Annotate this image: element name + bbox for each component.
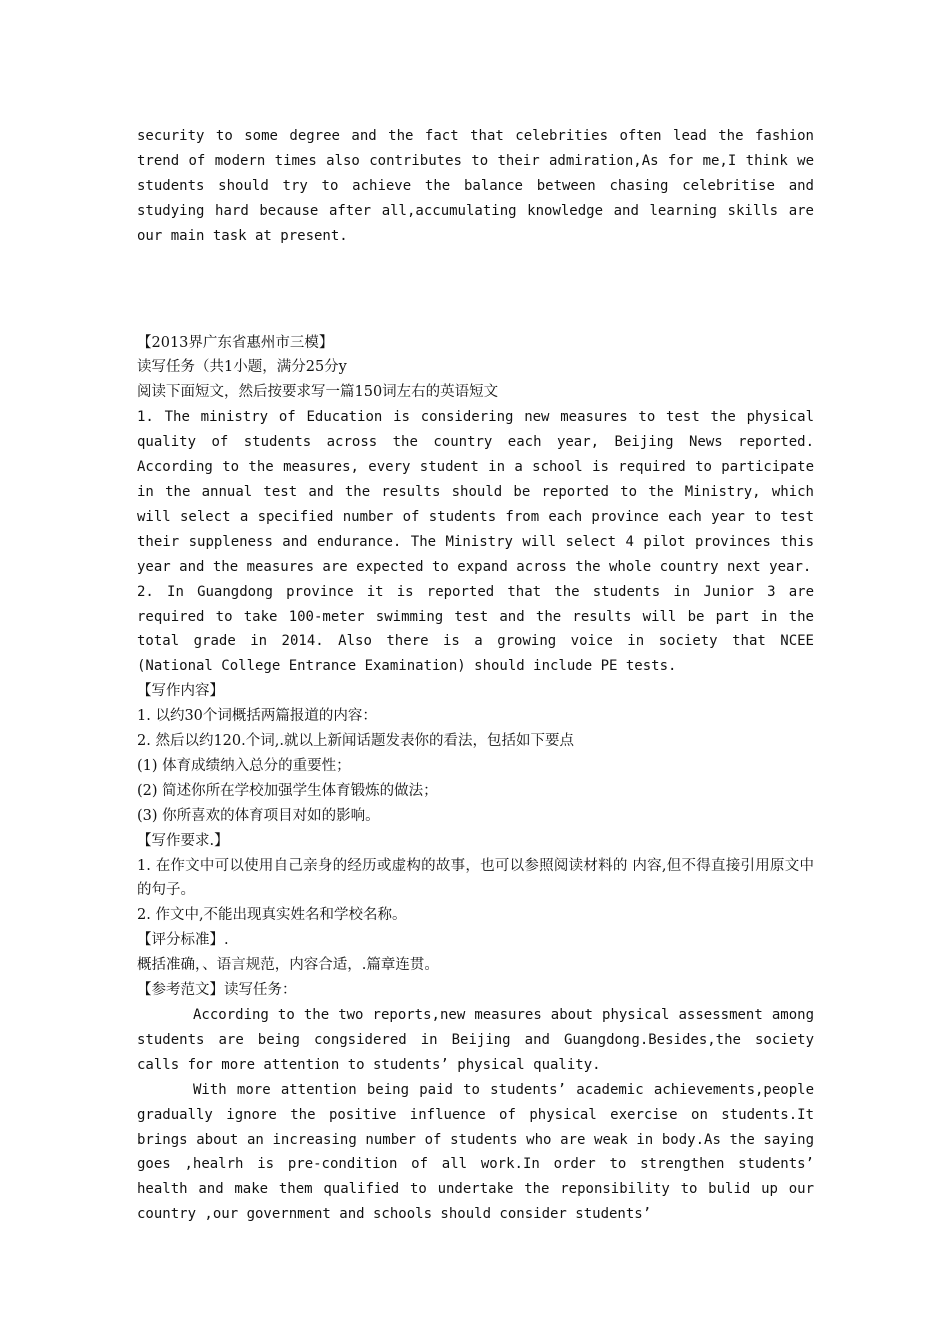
requirements-heading: 【写作要求.】 — [137, 832, 229, 849]
requirement-item: 1. 在作文中可以使用自己亲身的经历或虚构的故事，也可以参照阅读材料的 内容,但不得直接引用原文中的句子。 — [137, 857, 814, 899]
content-item: (3) 你所喜欢的体育项目对如的影响。 — [137, 807, 380, 824]
writing-content-heading: 【写作内容】 — [137, 683, 224, 700]
requirement-item: 2. 作文中,不能出现真实姓名和学校名称。 — [137, 907, 407, 924]
content-item: (1) 体育成绩纳入总分的重要性； — [137, 757, 351, 774]
sample-heading: 【参考范文】读写任务： — [137, 982, 297, 999]
passage-2: 2. In Guangdong province it is reported that the students in Junior 3 are required to take 100-meter swimming test and the results will be part in the total grade in 2014. Also there is a growing voice in society that NCEE (National College Entrance Examination) should include PE tests. — [137, 583, 814, 675]
document-page — [137, 124, 814, 1227]
sample-paragraph-1: According to the two reports,new measures about physical assessment among students are being congsidered in Beijing and Guangdong.Besides,the society calls for more attention to students’ physical quality. — [137, 1007, 814, 1073]
section-heading: 【2013界广东省惠州市三模】 — [137, 334, 334, 351]
passage-1: 1. The ministry of Education is considering new measures to test the physical quality of students across the country each year, Beijing News reported. According to the measures, every student in a school is required to participate in the annual test and the results should be reported to the Ministry, which will select a specified number of students from each province each year to test their suppleness and endurance. The Ministry will select 4 pilot provinces this year and the measures are expected to expand across the whole country next year. — [137, 409, 814, 575]
section-spacer — [137, 249, 814, 331]
content-item: 2. 然后以约120.个词,.就以上新闻话题发表你的看法，包括如下要点 — [137, 733, 574, 750]
intro-paragraph: security to some degree and the fact that celebrities often lead the fashion trend of modern times also contributes to their admiration,As for me,I think we students should try to achieve the balance between chasing celebritise and studying hard because after all,accumulating knowledge and learning skills are our main task at present. — [137, 128, 814, 244]
sample-paragraph-2: With more attention being paid to students’ academic achievements,people gradually ignore the positive influence of physical exercise on students.It brings about an increasing number of students who are weak in body.As the saying goes ,healrh is pre-condition of all work.In order to strengthen students’ health and make them qualified to undertake the reponsibility to bulid up our country ,our government and schools should consider students’ — [137, 1081, 814, 1223]
scoring-text: 概括准确，、语言规范，内容合适，.篇章连贯。 — [137, 957, 439, 974]
content-item: (2) 简述你所在学校加强学生体育锻炼的做法； — [137, 782, 438, 799]
task-title: 读写任务（共1小题，满分25分y — [137, 359, 347, 376]
instruction-text: 阅读下面短文，然后按要求写一篇150词左右的英语短文 — [137, 384, 499, 401]
scoring-heading: 【评分标准】. — [137, 932, 229, 949]
content-item: 1. 以约30个词概括两篇报道的内容： — [137, 708, 377, 725]
